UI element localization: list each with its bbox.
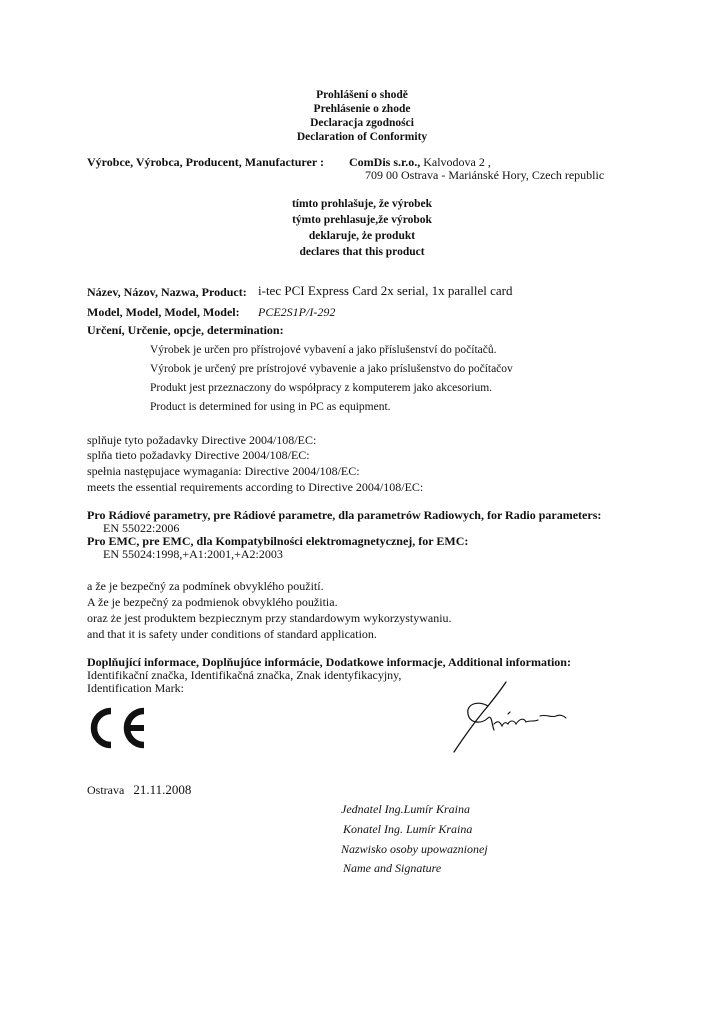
title-line-sk: Prehlásenie o zhode	[313, 103, 411, 115]
manufacturer-company: ComDis s.r.o.,	[349, 155, 421, 169]
signatory-line-sk: Konatel Ing. Lumír Kraina	[343, 822, 473, 836]
radio-standard: EN 55022:2006	[103, 521, 180, 535]
safety-line-pl: oraz że jest produktem bezpiecznym przy standardowym wykorzystywaniu.	[87, 611, 452, 625]
safety-line-sk: A že je bezpečný za podmienok obvyklého použitia.	[87, 595, 338, 609]
product-name-value: i-tec PCI Express Card 2x serial, 1x parallel card	[258, 283, 513, 298]
additional-info-label: Doplňující informace, Doplňujúce informácie, Dodatkowe informacje, Additional information:	[87, 655, 571, 669]
ce-mark-icon	[86, 707, 152, 749]
manufacturer-label: Výrobce, Výrobca, Producent, Manufacturer :	[87, 155, 324, 169]
emc-standard: EN 55024:1998,+A1:2001,+A2:2003	[103, 547, 283, 561]
title-line-en: Declaration of Conformity	[296, 131, 428, 143]
safety-line-en: and that it is safety under conditions of standard application.	[87, 627, 377, 641]
requirements-line-sk: splňa tieto požadavky Directive 2004/108/EC:	[87, 448, 310, 462]
determination-line-sk: Výrobok je určený pre prístrojové vybavenie a jako príslušenstvo do počítačov	[150, 363, 513, 375]
determination-line-cz: Výrobek je určen pro přístrojové vybavení a jako příslušenství do počítačů.	[150, 344, 497, 356]
requirements-line-cz: splňuje tyto požadavky Directive 2004/108/EC:	[87, 433, 317, 447]
place: Ostrava	[87, 783, 125, 797]
product-model-value: PCE2S1P/I-292	[258, 305, 336, 319]
signatory-line-pl: Nazwisko osoby upowaznionej	[341, 842, 488, 856]
requirements-line-pl: spełnia następujace wymagania: Directive 2004/108/EC:	[87, 464, 360, 478]
determination-label: Určení, Určenie, opcje, determination:	[87, 323, 284, 337]
emc-label: Pro EMC, pre EMC, dla Kompatybilności elektromagnetycznej, for EMC:	[87, 534, 469, 548]
manufacturer-city: 709 00 Ostrava - Mariánské Hory, Czech republic	[365, 168, 605, 182]
place-date	[87, 782, 191, 798]
product-name-label: Název, Názov, Nazwa, Product:	[87, 285, 247, 299]
identification-mark-line2: Identification Mark:	[87, 681, 184, 695]
declares-line-cz: tímto prohlašuje, že výrobek	[291, 198, 433, 210]
declares-line-pl: deklaruje, że produkt	[308, 230, 416, 242]
radio-label: Pro Rádiové parametry, pre Rádiové parametre, dla parametrów Radiowych, for Radio parameters:	[87, 508, 602, 522]
safety-line-cz: a že je bezpečný za podmínek obvyklého použití.	[87, 579, 324, 593]
declares-line-sk: týmto prehlasuje,že výrobok	[292, 214, 432, 226]
product-model-label: Model, Model, Model, Model:	[87, 305, 240, 319]
determination-line-pl: Produkt jest przeznaczony do współpracy z komputerem jako akcesorium.	[150, 382, 493, 394]
date: 21.11.2008	[133, 782, 192, 797]
signatory-line-cz: Jednatel Ing.Lumír Kraina	[341, 802, 470, 816]
determination-line-en: Product is determined for using in PC as equipment.	[150, 401, 391, 413]
declares-line-en: declares that this product	[299, 246, 425, 258]
handwritten-signature-icon	[448, 678, 568, 754]
title-line-pl: Declaracja zgodności	[310, 117, 414, 129]
title-line-cz: Prohlášení o shodě	[316, 89, 408, 101]
signatory-line-en: Name and Signature	[343, 861, 442, 875]
requirements-line-en: meets the essential requirements according to Directive 2004/108/EC:	[87, 480, 424, 494]
manufacturer-street: Kalvodova 2 ,	[420, 155, 491, 169]
identification-mark-line1: Identifikační značka, Identifikačná značka, Znak identyfikacyjny,	[87, 668, 402, 682]
